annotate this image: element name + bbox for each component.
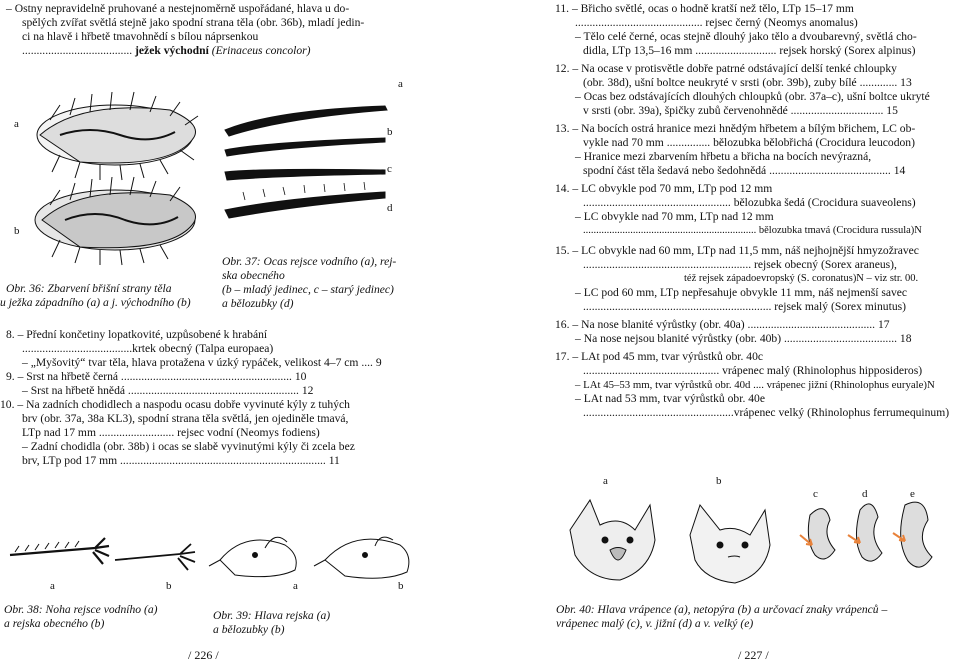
page-number: / 227 /	[738, 648, 769, 662]
key-line: didla, LTp 13,5–16 mm ............................ rejsek horský (Sorex alpinus)	[583, 44, 916, 57]
fig40-label-b: b	[716, 475, 722, 487]
key-line: ............................................ rejsec černý (Neomys anomalus)	[575, 16, 858, 29]
fig40-label-d: d	[862, 488, 868, 500]
key-line: 11. – Břicho světlé, ocas o hodně kratší než tělo, LTp 15–17 mm	[555, 2, 854, 15]
fig39-heads-illustration	[215, 520, 415, 590]
fig37-label-b: b	[387, 126, 393, 138]
key-line: ............................................... vrápenec malý (Rhinolophus hipposideros)	[583, 364, 923, 377]
key-line: LTp nad 17 mm .......................... rejsec vodní (Neomys fodiens)	[22, 426, 320, 439]
key-line: – Zadní chodidla (obr. 38b) i ocas se slabě vyvinutými kýly či zcela bez	[22, 440, 355, 453]
fig37-caption: ska obecného	[222, 269, 285, 282]
key-result-line	[22, 44, 311, 58]
fig38-label-b: b	[166, 580, 172, 592]
key-line: též rejsek západoevropský (S. coronatus)N – viz str. 00.	[684, 273, 919, 284]
fig37-caption: a bělozubky (d)	[222, 297, 294, 310]
fig38-feet-illustration	[5, 510, 205, 580]
fig37-caption: (b – mladý jedinec, c – starý jedinec)	[222, 283, 394, 296]
key-line: 17. – LAt pod 45 mm, tvar výrůstků obr. 40c	[555, 350, 764, 363]
key-line: – LAt 45–53 mm, tvar výrůstků obr. 40d .... vrápenec jižní (Rhinolophus euryale)N	[575, 379, 935, 391]
intro-line: spělých zvířat světlá stejně jako spodní strana těla (obr. 36b), mladí jedin-	[22, 16, 365, 29]
key-line: 13. – Na bocích ostrá hranice mezi hnědým hřbetem a bílým břichem, LC ob-	[555, 122, 916, 135]
fig37-label-c: c	[387, 163, 392, 175]
key-line: 15. – LC obvykle nad 60 mm, LTp nad 11,5 mm, náš nejhojnější hmyzožravec	[555, 244, 919, 257]
key-line: vykle nad 70 mm ............... bělozubka bělobřichá (Crocidura leucodon)	[583, 136, 915, 149]
intro-line: – Ostny nepravidelně pruhované a nestejnoměrně uspořádané, hlava u do-	[6, 2, 350, 15]
key-line: .......................................................... rejsek obecný (Sorex araneus),	[583, 258, 897, 271]
key-line: – LAt nad 53 mm, tvar výrůstků obr. 40e	[575, 392, 765, 405]
key-line: (obr. 38d), ušní boltce neukryté v srsti (obr. 39b), zuby bílé ............. 13	[583, 76, 912, 89]
key-line: 14. – LC obvykle pod 70 mm, LTp pod 12 mm	[555, 182, 773, 195]
fig37-label-d: d	[387, 202, 393, 214]
fig36-label-a: a	[14, 118, 19, 130]
page-number: / 226 /	[188, 648, 219, 662]
key-line: v srsti (obr. 39a), špičky zubů červenohnědé ................................ 15	[583, 104, 898, 117]
key-line: – „Myšovitý“ tvar těla, hlava protažena v úzký rypáček, velikost 4–7 cm .... 9	[22, 356, 382, 369]
fig38-caption: a rejska obecného (b)	[4, 617, 105, 630]
fig40-caption: vrápenec malý (c), v. jižní (d) a v. velký (e)	[556, 617, 754, 630]
fig39-label-b: b	[398, 580, 404, 592]
fig40-label-e: e	[910, 488, 915, 500]
fig39-label-a: a	[293, 580, 298, 592]
key-line: – Na nose nejsou blanité výrůstky (obr. 40b) ....................................... 18	[575, 332, 912, 345]
fig39-caption: a bělozubky (b)	[213, 623, 285, 636]
key-line: – LC pod 60 mm, LTp nepřesahuje obvykle 11 mm, náš nejmenší savec	[575, 286, 908, 299]
fig39-caption: Obr. 39: Hlava rejska (a)	[213, 609, 331, 622]
fig37-caption: Obr. 37: Ocas rejsce vodního (a), rej-	[222, 255, 397, 268]
key-line: – Hranice mezi zbarvením hřbetu a břicha na bocích nevýrazná,	[575, 150, 872, 163]
leader-dots: ......................................	[22, 44, 133, 57]
fig40-label-a: a	[603, 475, 608, 487]
key-line: brv (obr. 37a, 38a KL3), spodní strana těla světlá, jen ojediněle tmavá,	[22, 412, 349, 425]
species-name: ježek východní	[135, 44, 209, 57]
species-latin: (Erinaceus concolor)	[211, 44, 311, 57]
fig40-label-c: c	[813, 488, 818, 500]
fig38-label-a: a	[50, 580, 55, 592]
key-line: 12. – Na ocase v protisvětle dobře patrné odstávající delší tenké chloupky	[555, 62, 897, 75]
key-line: 10. – Na zadních chodidlech a naspodu ocasu dobře vyvinuté kýly z tuhých	[0, 398, 350, 411]
key-line: – Srst na hřbetě hnědá ........................................................... 12	[22, 384, 314, 397]
key-line: brv, LTp pod 17 mm ....................................................................... 11	[22, 454, 340, 467]
fig36-hedgehog-illustration	[20, 80, 220, 260]
fig38-caption: Obr. 38: Noha rejsce vodního (a)	[4, 603, 158, 616]
key-line: 16. – Na nose blanité výrůstky (obr. 40a) ............................................ 17	[555, 318, 890, 331]
fig36-caption: Obr. 36: Zbarvení břišní strany těla	[6, 282, 172, 295]
key-line: 8. – Přední končetiny lopatkovité, uzpůsobené k hrabání	[6, 328, 268, 341]
key-line: ....................................................vrápenec velký (Rhinolophus ferrumequinum)	[583, 406, 950, 419]
fig37-label-a: a	[398, 78, 403, 90]
key-line: ......................................krtek obecný (Talpa europaea)	[22, 342, 274, 355]
intro-line: ci na hlavě i hřbetě tmavohnědí s bílou náprsenkou	[22, 30, 259, 43]
fig37-tails-illustration	[225, 100, 395, 240]
key-line: – Ocas bez odstávajících dlouhých chloupků (obr. 37a–c), ušní boltce ukryté	[575, 90, 930, 103]
key-line: ................................................... bělozubka šedá (Crocidura suaveolens)	[583, 196, 916, 209]
key-line: spodní část těla šedavá nebo šedohnědá .......................................... 14	[583, 164, 906, 177]
fig36-label-b: b	[14, 225, 20, 237]
fig40-caption: Obr. 40: Hlava vrápence (a), netopýra (b) a určovací znaky vrápenců –	[556, 603, 888, 616]
key-line: .................................................................. bělozubka tmavá (Crocidura russula)N	[583, 225, 922, 236]
key-line: – Tělo celé černé, ocas stejně dlouhý jako tělo a dvoubarevný, světlá cho-	[575, 30, 917, 43]
key-line: 9. – Srst na hřbetě černá ........................................................... 10	[6, 370, 307, 383]
fig40-bat-heads-illustration	[560, 495, 955, 600]
key-line: ................................................................. rejsek malý (Sorex minutus)	[583, 300, 906, 313]
fig36-caption: u ježka západního (a) a j. východního (b)	[0, 296, 191, 309]
key-line: – LC obvykle nad 70 mm, LTp nad 12 mm	[575, 210, 774, 223]
